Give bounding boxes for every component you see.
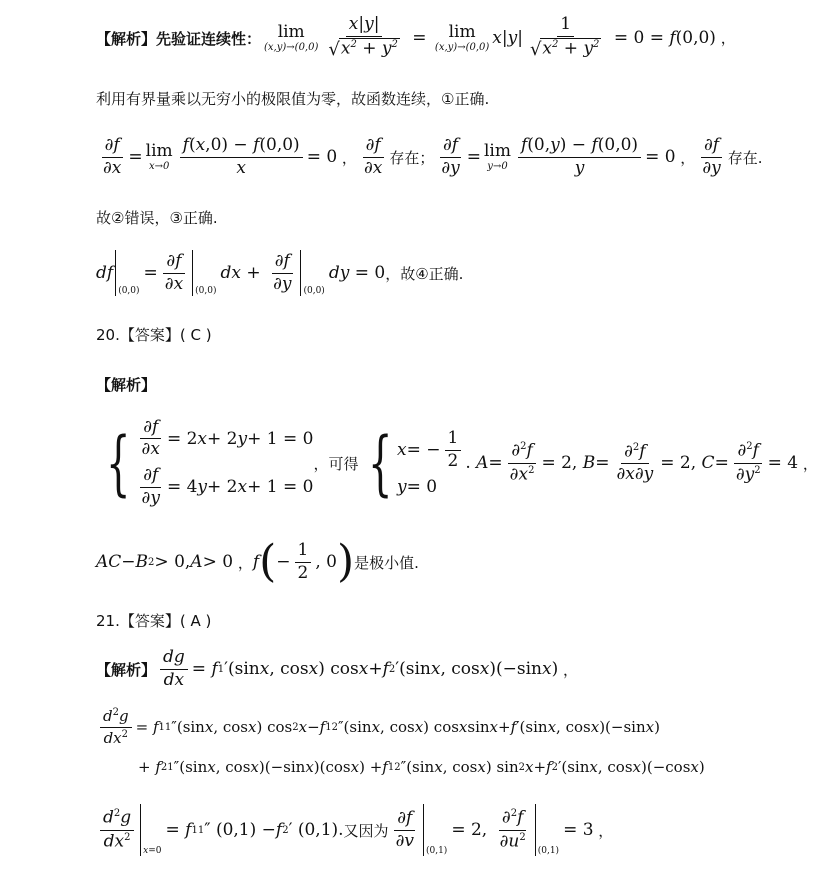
answer-20-heading: 20.【答案】( C ) [96, 325, 212, 344]
critical-point-system: { $\frac{\partial f}{\partial x}$ = 2 x + 2 y + 1 = 0 $\frac{\partial f}{\partial y}$ = 4 y + 2 x + 1 = 0 ，可得 { x = − $\frac{1}{2}$ y = 0 . A = $\frac{\partial^2f}{\partial x^2}$ = 2, B = $\frac{\partial^2f}{\partial x\partial y}$ = 2, C = $\frac{\partial^2f}{\partial y^2}$ = 4 ， [106, 416, 818, 508]
analysis-20-heading: 【解析】 [96, 375, 157, 394]
extremum-condition: AC − B 2 > 0, A > 0 ， f ( − $\frac{1}{2}$ , 0 ) 是极小值. [96, 536, 419, 587]
analysis-label: 【解析】先验证连续性： [96, 29, 262, 48]
first-derivative-line: 【解析】 $\frac{dg}{dx}$ = f 1 ′(sin x , cos x ) cos x + f 2 ′(sin x , cos x )(−sin x ) ， [96, 646, 578, 690]
limit-expression-1: lim (x,y)→(0,0) x|y| √ $x^2 + y^2$ = lim (x,y)→(0,0) x|y| 1 √ $x^2 + y^2$ = 0 = f (0,0) ， [264, 14, 736, 61]
partial-derivatives-line: $\frac{\partial f}{\partial x}$ = lim x→0 $\frac{f(x,0) - f(0,0)}{x}$ = 0 ， $\frac{\partial f}{\partial x}$ 存在； $\frac{\partial f}{\partial y}$ = lim y→0 $\frac{f(0,y) - f(0,0)}{y}$ = 0 ， $\frac{\partial f}{\partial y}$ 存在. [103, 134, 763, 178]
continuity-conclusion: 利用有界量乘以无穷小的极限值为零，故函数连续，①正确. [96, 89, 490, 108]
continuity-check-line [96, 10, 760, 66]
evaluation-line: $\frac{d^2g}{dx^2}$ x=0 = f 11 ″ (0,1) − f 2 ′ (0,1). 又因为 $\frac{\partial f}{\partial v}$ (0,1) = 2, $\frac{\partial^2f}{\partial u^2}$ (0,1) = 3 ， [96, 800, 760, 860]
second-derivative-line-2: + f 21 ″(sin x , cos x )(−sin x )(cos x ) + f 12 ″(sin x , cos x ) sin 2 x + f 2 ′(sin x , cos x )(−cos x ) [138, 758, 705, 776]
second-derivative-line-1: $\frac{d^2g}{dx^2}$ = f 11 ″(sin x , cos x ) cos 2 x − f 12 ″(sin x , cos x ) cos x sin x + f ′(sin x , cos x )(−sin x ) [96, 700, 760, 754]
statement-2-3-conclusion: 故②错误，③正确. [96, 208, 218, 227]
total-differential-line: df (0,0) = $\frac{\partial f}{\partial x}$ (0,0) dx + $\frac{\partial f}{\partial y}$ (0,0) dy = 0 ，故④正确. [96, 250, 464, 296]
answer-21-heading: 21.【答案】( A ) [96, 611, 212, 630]
